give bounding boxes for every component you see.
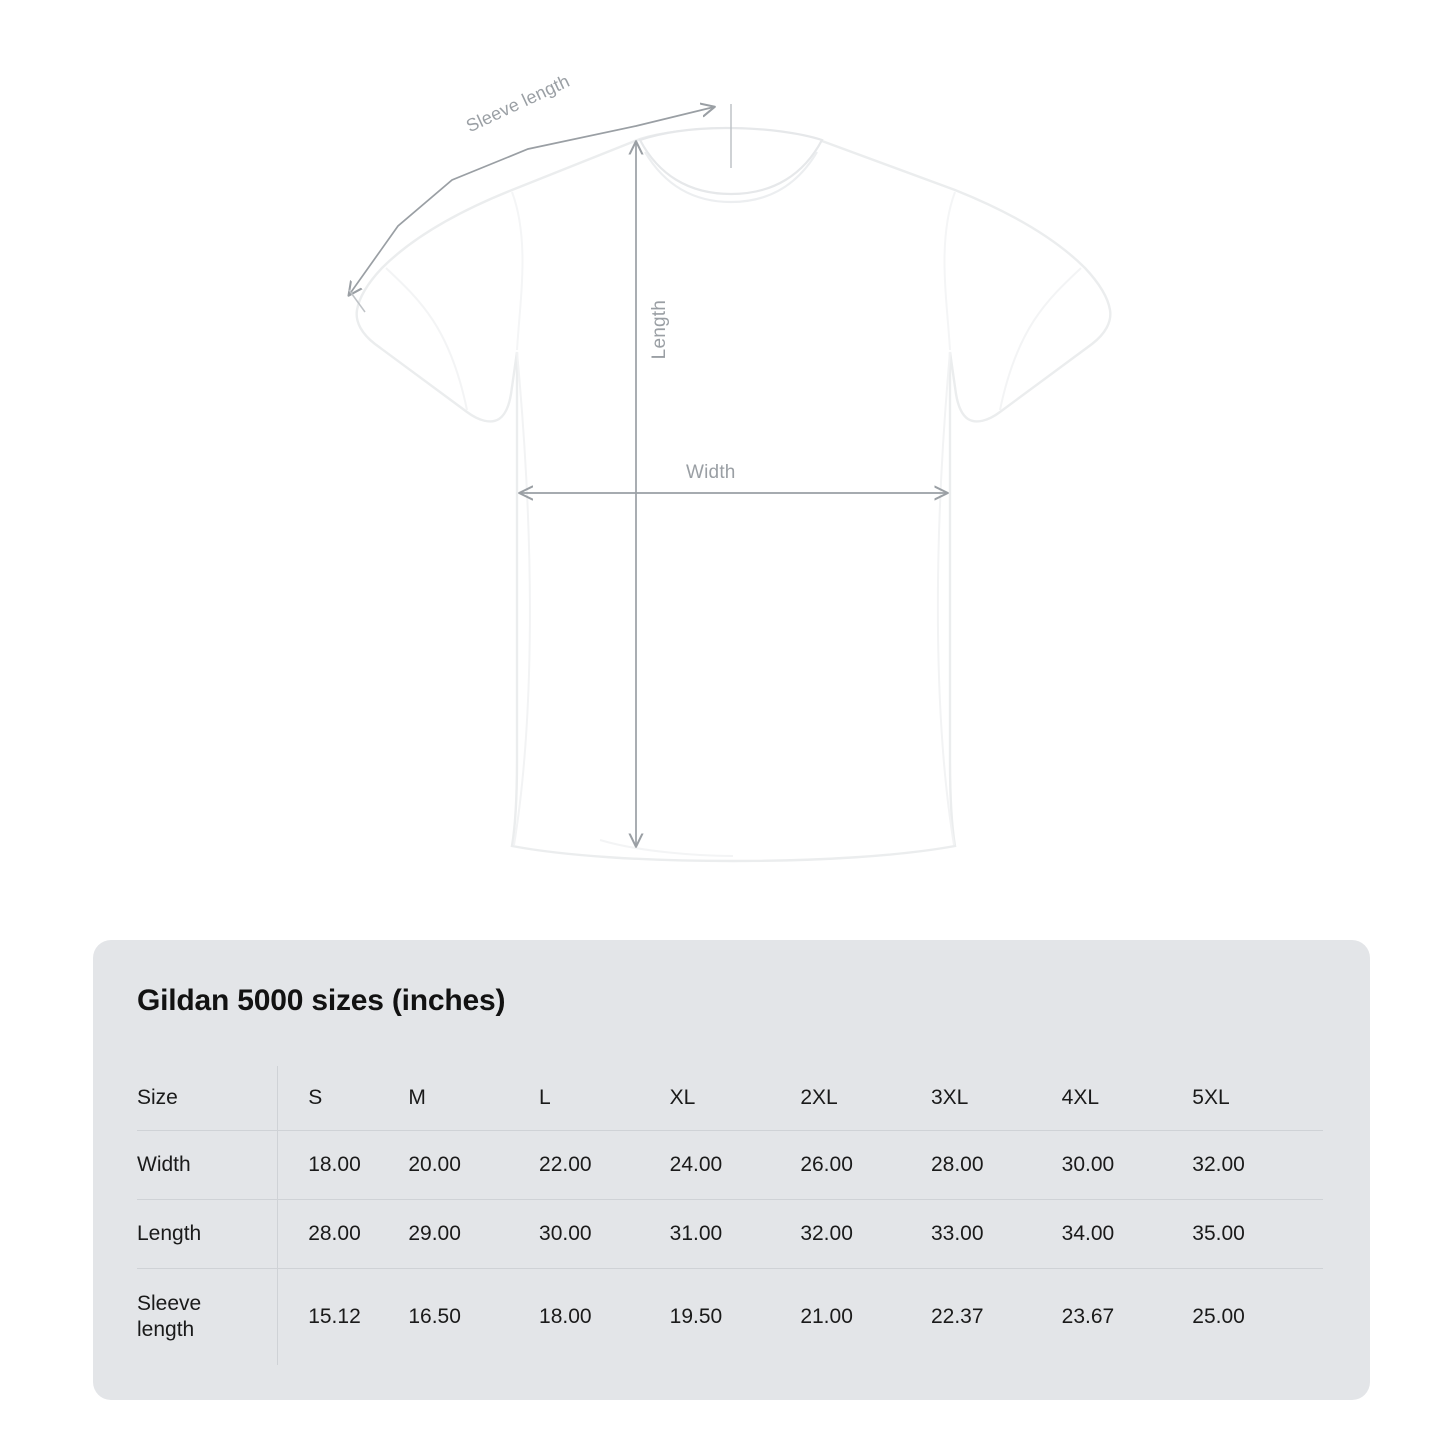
width-3xl: 28.00 [931,1131,1062,1200]
size-chart-title: Gildan 5000 sizes (inches) [137,984,506,1017]
length-3xl: 33.00 [931,1200,1062,1269]
width-4xl: 30.00 [1062,1131,1193,1200]
width-xl: 24.00 [670,1131,801,1200]
column-header-2xl: 2XL [800,1066,931,1131]
sleeve-xl: 19.50 [669,1305,723,1328]
row-header-size: Size [137,1066,278,1131]
length-label: Length [649,300,670,360]
sleeve-3xl: 22.37 [930,1305,984,1328]
length-xl: 31.00 [670,1200,801,1269]
width-2xl: 26.00 [800,1131,931,1200]
sleeve-length-label: Sleeve length [463,70,573,137]
row-header-length: Length [137,1200,278,1269]
sleeve-s: 15.12 [278,1269,409,1366]
width-label: Width [686,462,736,483]
sleeve-5xl: 25.00 [1192,1305,1245,1328]
width-l: 22.00 [539,1131,670,1200]
sleeve-4xl: 23.67 [1061,1305,1115,1328]
column-header-m: M [408,1066,539,1131]
column-header-xl: XL [670,1066,801,1131]
column-header-s: S [278,1066,409,1131]
width-5xl: 32.00 [1192,1131,1323,1200]
length-s: 28.00 [278,1200,409,1269]
table-row-length [137,1200,1323,1269]
sleeve-m: 16.50 [408,1305,461,1328]
row-header-width: Width [137,1131,278,1200]
sleeve-l: 18.00 [539,1305,592,1328]
length-5xl: 35.00 [1192,1200,1323,1269]
column-header-5xl: 5XL [1192,1066,1323,1131]
size-chart-table [137,1066,1323,1365]
size-chart-card [93,940,1370,1400]
table-row-sleeve-length [137,1269,1323,1366]
length-2xl: 32.00 [800,1200,931,1269]
table-header-row [137,1066,1323,1131]
length-m: 29.00 [408,1200,539,1269]
length-4xl: 34.00 [1062,1200,1193,1269]
length-l: 30.00 [539,1200,670,1269]
width-m: 20.00 [408,1131,539,1200]
width-s: 18.00 [278,1131,409,1200]
table-row-width [137,1131,1323,1200]
shirt-shape [357,128,1111,861]
row-header-sleeve-length: Sleeve length [137,1291,202,1341]
column-header-3xl: 3XL [931,1066,1062,1131]
column-header-4xl: 4XL [1062,1066,1193,1131]
column-header-l: L [539,1066,670,1131]
sleeve-2xl: 21.00 [800,1305,853,1328]
